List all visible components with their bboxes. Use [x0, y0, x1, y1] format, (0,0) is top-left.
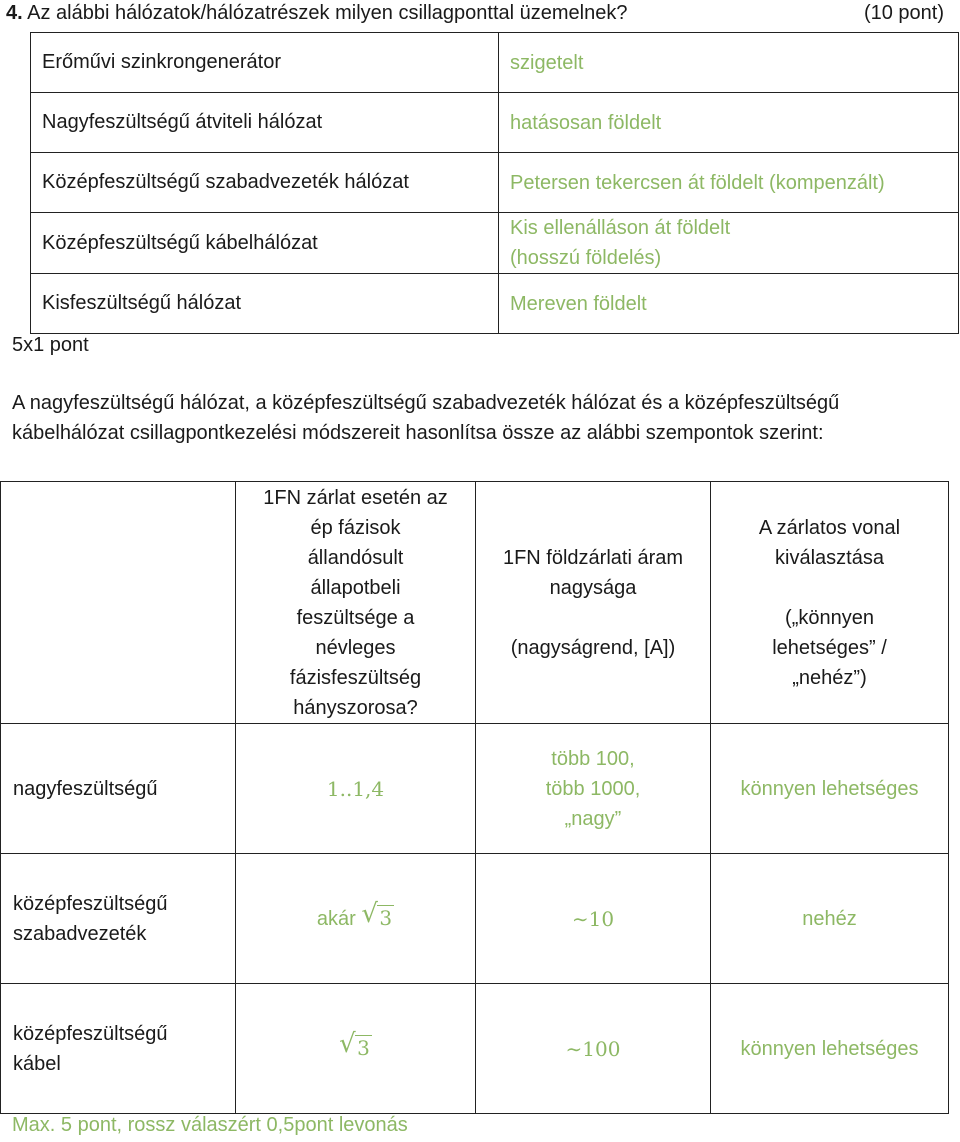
header-row: [1, 482, 949, 724]
selection-cell: nehéz: [711, 854, 949, 984]
answer-line: Kis ellenálláson át földelt: [510, 217, 731, 239]
table-row: [31, 274, 959, 334]
row-label: nagyfeszültségű: [1, 724, 236, 854]
voltage-cell: 1..1,4: [236, 724, 476, 854]
header-selection: A zárlatos vonal kiválasztása („könnyen lehetséges” / „nehéz”): [711, 482, 949, 724]
question-text: Az alábbi hálózatok/hálózatrészek milyen csillagponttal üzemelnek?: [27, 2, 628, 24]
table-row: [31, 153, 959, 213]
table-row: [31, 213, 959, 274]
selection-cell: könnyen lehetséges: [711, 984, 949, 1114]
answer-line: (hosszú földelés): [510, 247, 662, 269]
matching-table: [30, 32, 959, 334]
table-row: [31, 93, 959, 153]
question-title: [6, 0, 627, 26]
table-row: [1, 724, 949, 854]
score-note: 5x1 pont: [12, 334, 89, 356]
answer-cell: hatásosan földelt: [499, 93, 959, 153]
network-cell: Erőművi szinkrongenerátor: [31, 33, 499, 93]
selection-cell: könnyen lehetséges: [711, 724, 949, 854]
footer-note: Max. 5 pont, rossz válaszért 0,5pont levonás: [12, 1114, 408, 1136]
current-cell: több 100, több 1000, „nagy”: [476, 724, 711, 854]
answer-cell: Mereven földelt: [499, 274, 959, 334]
empty-header-cell: [1, 482, 236, 724]
sqrt-expression: √ 3: [361, 899, 393, 930]
comparison-table: [0, 481, 949, 1114]
network-cell: Kisfeszültségű hálózat: [31, 274, 499, 334]
row-label: középfeszültségű kábel: [1, 984, 236, 1114]
header-current: 1FN földzárlati áram nagysága (nagyságrend, [A]): [476, 482, 711, 724]
answer-cell: szigetelt: [499, 33, 959, 93]
network-cell: Nagyfeszültségű átviteli hálózat: [31, 93, 499, 153]
question-number: 4.: [6, 2, 23, 24]
sqrt-expression: √ 3: [339, 1029, 370, 1060]
answer-cell: Petersen tekercsen át földelt (kompenzált): [499, 153, 959, 213]
voltage-cell: [236, 984, 476, 1114]
instruction-paragraph: A nagyfeszültségű hálózat, a középfeszültségű szabadvezeték hálózat és a középfeszültségű kábelhálózat csillagpontkezelési módszereit hasonlítsa össze az alábbi szempontok szerint:: [12, 392, 840, 444]
table-row: [1, 984, 949, 1114]
row-label: középfeszültségű szabadvezeték: [1, 854, 236, 984]
table-row: [31, 33, 959, 93]
header-voltage: 1FN zárlat esetén az ép fázisok állandósult állapotbeli feszültsége a névleges fázisfeszültség hányszorosa?: [236, 482, 476, 724]
current-cell: ∼100: [476, 984, 711, 1114]
answer-cell: [499, 213, 959, 274]
network-cell: Középfeszültségű szabadvezeték hálózat: [31, 153, 499, 213]
voltage-cell: akár √ 3: [236, 854, 476, 984]
network-cell: Középfeszültségű kábelhálózat: [31, 213, 499, 274]
question-points: (10 pont): [863, 2, 944, 24]
table-row: [1, 854, 949, 984]
current-cell: ∼10: [476, 854, 711, 984]
